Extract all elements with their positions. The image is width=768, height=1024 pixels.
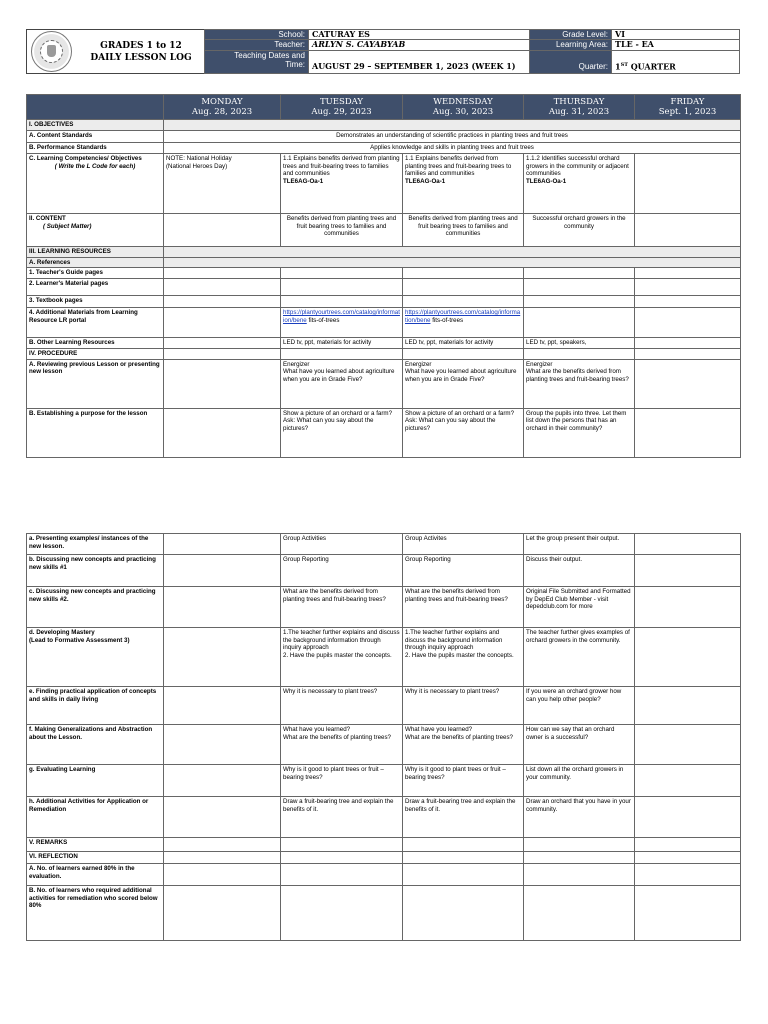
remarks-monday [164, 838, 281, 852]
review-wednesday: Energizer What have you learned about agriculture when you are in Grade Five? [403, 359, 524, 408]
examples-monday [164, 534, 281, 555]
additional-monday [164, 308, 281, 338]
day-name: MONDAY [201, 97, 243, 107]
practical-tuesday: Why it is necessary to plant trees? [281, 687, 403, 725]
tg-monday [164, 268, 281, 279]
l80-tuesday [281, 864, 403, 886]
tb-friday [635, 296, 741, 308]
day-name: TUESDAY [319, 97, 364, 107]
lm-wednesday [403, 279, 524, 296]
gen-tuesday: What have you learned? What are the benefits of planting trees? [281, 725, 403, 765]
materials-link[interactable]: https://plantyourtrees.com/catalog/information/bene [283, 309, 400, 324]
review-monday [164, 359, 281, 408]
learners-80-label: A. No. of learners earned 80% in the evaluation. [27, 864, 164, 886]
purpose-wednesday: Show a picture of an orchard or a farm? Ask: What can you say about the pictures? [403, 408, 524, 457]
discuss2-tuesday: What are the benefits derived from planting trees and fruit-bearing trees? [281, 587, 403, 628]
competency-text: 1.1 Explains benefits derived from planting trees and fruit-bearing trees to families and communities [283, 155, 400, 178]
mastery-friday [635, 628, 741, 687]
lrem-monday [164, 886, 281, 941]
eval-friday [635, 765, 741, 797]
examples-wednesday: Group Activites [403, 534, 524, 555]
competencies-tuesday [281, 154, 403, 214]
competencies-label [27, 154, 164, 214]
mastery-label-text: d. Developing Mastery [29, 629, 95, 636]
tg-pages-label: 1. Teacher's Guide pages [27, 268, 164, 279]
additional-materials-row [27, 308, 741, 338]
purpose-label: B. Establishing a purpose for the lesson [27, 408, 164, 457]
mastery-row [27, 628, 741, 687]
eval-tuesday: Why is it good to plant trees or fruit –bearing trees? [281, 765, 403, 797]
mastery-label [27, 628, 164, 687]
reflection-label: VI. REFLECTION [27, 852, 164, 864]
examples-row [27, 534, 741, 555]
reflection-wednesday [403, 852, 524, 864]
other-resources-row [27, 338, 741, 349]
day-date: Aug. 28, 2023 [191, 107, 253, 117]
competencies-monday [164, 154, 281, 214]
quarter-suffix: ST [620, 62, 628, 68]
l80-thursday [524, 864, 635, 886]
lm-tuesday [281, 279, 403, 296]
title-line-2: DAILY LESSON LOG [90, 53, 192, 63]
addact-wednesday: Draw a fruit-bearing tree and explain the benefits of it. [403, 797, 524, 838]
competencies-note: ( Write the L Code for each) [54, 162, 136, 170]
purpose-thursday: Group the pupils into three. Let them list down the persons that has an orchard in their community? [524, 408, 635, 457]
dates-label-line-1: Teaching Dates and [234, 51, 305, 60]
reflection-monday [164, 852, 281, 864]
purpose-tuesday: Show a picture of an orchard or a farm? Ask: What can you say about the pictures? [281, 408, 403, 457]
remarks-friday [635, 838, 741, 852]
lm-monday [164, 279, 281, 296]
additional-activities-row [27, 797, 741, 838]
resources-blank [164, 247, 741, 258]
practical-wednesday: Why it is necessary to plant trees? [403, 687, 524, 725]
other-friday [635, 338, 741, 349]
discuss2-monday [164, 587, 281, 628]
learners-remediation-label: B. No. of learners who required additional activities for remediation who scored below 80% [27, 886, 164, 941]
l80-friday [635, 864, 741, 886]
link-suffix: fits-of-trees [430, 316, 464, 324]
performance-standards-label: B. Performance Standards [27, 143, 164, 154]
lrem-wednesday [403, 886, 524, 941]
discuss2-label: c. Discussing new concepts and practicing new skills #2. [27, 587, 164, 628]
mastery-tuesday: 1.The teacher further explains and discuss the background information through inquiry approach 2. Have the pupils master the concepts. [281, 628, 403, 687]
review-thursday: Energizer What are the benefits derived from planting trees and fruit-bearing trees? [524, 359, 635, 408]
practical-friday [635, 687, 741, 725]
practical-row [27, 687, 741, 725]
quarter-word: QUARTER [627, 61, 676, 72]
title-line-1: GRADES 1 to 12 [100, 41, 182, 51]
quarter-value [611, 50, 740, 74]
addact-monday [164, 797, 281, 838]
generalizations-label: f. Making Generalizations and Abstraction about the Lesson. [27, 725, 164, 765]
learners-remediation-row [27, 886, 741, 941]
remarks-tuesday [281, 838, 403, 852]
teacher-value: ARLYN S. CAYABYAB [308, 39, 530, 51]
discuss1-wednesday: Group Reporting [403, 555, 524, 587]
lrem-friday [635, 886, 741, 941]
subject-matter-note: ( Subject Matter) [43, 222, 92, 230]
discuss1-tuesday: Group Reporting [281, 555, 403, 587]
procedure-wednesday [403, 349, 524, 360]
grade-value: VI [611, 29, 740, 40]
lrem-tuesday [281, 886, 403, 941]
tg-thursday [524, 268, 635, 279]
content-label [27, 214, 164, 247]
references-row [27, 257, 741, 268]
mastery-monday [164, 628, 281, 687]
holiday-name: (National Heroes Day) [166, 162, 228, 170]
content-label-text: II. CONTENT [29, 215, 66, 222]
day-friday [635, 95, 741, 120]
eval-thursday: List down all the orchard growers in your community. [524, 765, 635, 797]
eval-wednesday: Why is it good to plant trees or fruit –bearing trees? [403, 765, 524, 797]
procedure-tuesday [281, 349, 403, 360]
l80-monday [164, 864, 281, 886]
day-thursday [524, 95, 635, 120]
lm-friday [635, 279, 741, 296]
competencies-friday [635, 154, 741, 214]
mastery-thursday: The teacher further gives examples of orchard growers in the community. [524, 628, 635, 687]
lm-pages-label: 2. Learner's Material pages [27, 279, 164, 296]
content-thursday: Successful orchard growers in the community [524, 214, 635, 247]
remarks-thursday [524, 838, 635, 852]
references-blank [164, 257, 741, 268]
day-wednesday [403, 95, 524, 120]
discuss1-monday [164, 555, 281, 587]
competency-text: 1.1.2 Identifies successful orchard growers in the community or adjacent communities [526, 155, 629, 178]
examples-thursday: Let the group present their output. [524, 534, 635, 555]
content-monday [164, 214, 281, 247]
gen-thursday: How can we say that an orchard owner is a successful? [524, 725, 635, 765]
addact-tuesday: Draw a fruit-bearing tree and explain the benefits of it. [281, 797, 403, 838]
content-friday [635, 214, 741, 247]
references-label: A. References [27, 257, 164, 268]
day-name: WEDNESDAY [433, 97, 493, 107]
competencies-wednesday [403, 154, 524, 214]
tg-wednesday [403, 268, 524, 279]
objectives-row [27, 120, 741, 131]
practical-monday [164, 687, 281, 725]
procedure-monday [164, 349, 281, 360]
other-monday [164, 338, 281, 349]
review-label: A. Reviewing previous Lesson or presenting new lesson [27, 359, 164, 408]
area-value: TLE - EA [611, 39, 740, 51]
objectives-label: I. OBJECTIVES [27, 120, 164, 131]
quarter-number: 1 [615, 61, 621, 72]
school-label: School: [204, 29, 309, 40]
competency-code: TLE6AG-Oa-1 [526, 177, 567, 185]
holiday-note: NOTE: National Holiday [166, 155, 232, 162]
tb-pages-label: 3. Textbook pages [27, 296, 164, 308]
evaluating-row [27, 765, 741, 797]
day-monday [164, 95, 281, 120]
competency-code: TLE6AG-Oa-1 [283, 177, 324, 185]
performance-standards-row [27, 143, 741, 154]
review-friday [635, 359, 741, 408]
additional-tuesday [281, 308, 403, 338]
content-standards-row [27, 131, 741, 143]
discuss2-friday [635, 587, 741, 628]
review-tuesday: Energizer What have you learned about agriculture when you are in Grade Five? [281, 359, 403, 408]
generalizations-row [27, 725, 741, 765]
discuss2-thursday: Original File Submitted and Formatted by DepEd Club Member - visit depedclub.com for more [524, 587, 635, 628]
remarks-wednesday [403, 838, 524, 852]
lrem-thursday [524, 886, 635, 941]
remarks-label: V. REMARKS [27, 838, 164, 852]
discuss1-thursday: Discuss their output. [524, 555, 635, 587]
tb-pages-row [27, 296, 741, 308]
teacher-label: Teacher: [204, 39, 309, 51]
competencies-thursday [524, 154, 635, 214]
log-title [81, 40, 201, 64]
purpose-monday [164, 408, 281, 457]
day-date: Sept. 1, 2023 [658, 107, 717, 117]
materials-link[interactable]: https://plantyourtrees.com/catalog/information/bene [405, 309, 521, 324]
practical-label: e. Finding practical application of concepts and skills in daily living [27, 687, 164, 725]
discuss2-row [27, 587, 741, 628]
learners-80-row [27, 864, 741, 886]
competencies-row [27, 154, 741, 214]
procedure-row [27, 349, 741, 360]
day-tuesday [281, 95, 403, 120]
day-date: Aug. 30, 2023 [432, 107, 494, 117]
additional-activities-label: h. Additional Activities for Application or Remediation [27, 797, 164, 838]
content-standards-label: A. Content Standards [27, 131, 164, 143]
lm-pages-row [27, 279, 741, 296]
reflection-thursday [524, 852, 635, 864]
reflection-tuesday [281, 852, 403, 864]
dates-label-line-2: Time: [285, 60, 305, 69]
procedure-label: IV. PROCEDURE [27, 349, 164, 360]
additional-materials-label: 4. Additional Materials from Learning Resource LR portal [27, 308, 164, 338]
additional-thursday [524, 308, 635, 338]
area-label: Learning Area: [529, 39, 612, 51]
other-thursday: LED tv, ppt, speakers, [524, 338, 635, 349]
competency-text: 1.1 Explains benefits derived from planting trees and fruit-bearing trees to families and communities [405, 155, 512, 178]
gen-monday [164, 725, 281, 765]
day-name: FRIDAY [670, 97, 705, 107]
gen-wednesday: What have you learned? What are the benefits of planting trees? [403, 725, 524, 765]
day-name: THURSDAY [553, 97, 605, 107]
day-date: Aug. 29, 2023 [311, 107, 372, 117]
content-wednesday: Benefits derived from planting trees and fruit bearing trees to families and communities [403, 214, 524, 247]
tg-tuesday [281, 268, 403, 279]
reflection-row [27, 852, 741, 864]
purpose-row [27, 408, 741, 457]
procedure-thursday [524, 349, 635, 360]
l80-wednesday [403, 864, 524, 886]
other-tuesday: LED tv, ppt, materials for activity [281, 338, 403, 349]
practical-thursday: If you were an orchard grower how can you help other people? [524, 687, 635, 725]
discuss1-label: b. Discussing new concepts and practicing new skills #1 [27, 555, 164, 587]
lm-thursday [524, 279, 635, 296]
mastery-note: (Lead to Formative Assessment 3) [29, 636, 130, 644]
deped-seal-icon [31, 31, 72, 72]
content-tuesday: Benefits derived from planting trees and fruit bearing trees to families and communities [281, 214, 403, 247]
addact-thursday: Draw an orchard that you have in your community. [524, 797, 635, 838]
discuss2-wednesday: What are the benefits derived from planting trees and fruit-bearing trees? [403, 587, 524, 628]
resources-row [27, 247, 741, 258]
tb-tuesday [281, 296, 403, 308]
tb-wednesday [403, 296, 524, 308]
other-wednesday: LED tv, ppt, materials for activity [403, 338, 524, 349]
purpose-friday [635, 408, 741, 457]
performance-standards-value: Applies knowledge and skills in planting trees and fruit trees [164, 143, 741, 154]
tg-friday [635, 268, 741, 279]
dates-value: AUGUST 29 – SEPTEMBER 1, 2023 (WEEK 1) [308, 50, 530, 74]
tg-pages-row [27, 268, 741, 279]
eval-monday [164, 765, 281, 797]
other-resources-label: B. Other Learning Resources [27, 338, 164, 349]
addact-friday [635, 797, 741, 838]
discuss1-friday [635, 555, 741, 587]
competency-code: TLE6AG-Oa-1 [405, 177, 446, 185]
school-value: CATURAY ES [308, 29, 530, 40]
examples-tuesday: Group Activities [281, 534, 403, 555]
lesson-log-table-page-1 [26, 94, 741, 458]
reflection-friday [635, 852, 741, 864]
discuss1-row [27, 555, 741, 587]
resources-label: III. LEARNING RESOURCES [27, 247, 164, 258]
additional-wednesday [403, 308, 524, 338]
tb-monday [164, 296, 281, 308]
corner-cell [27, 95, 164, 120]
tb-thursday [524, 296, 635, 308]
review-row [27, 359, 741, 408]
mastery-wednesday: 1.The teacher further explains and discuss the background information through inquiry approach 2. Have the pupils master the concepts. [403, 628, 524, 687]
content-row [27, 214, 741, 247]
content-standards-value: Demonstrates an understanding of scientific practices in planting trees and fruit trees [164, 131, 741, 143]
examples-label: a. Presenting examples/ instances of the new lesson. [27, 534, 164, 555]
day-header-row [27, 95, 741, 120]
grade-label: Grade Level: [529, 29, 612, 40]
quarter-label: Quarter: [529, 50, 612, 74]
examples-friday [635, 534, 741, 555]
dates-label [204, 50, 309, 74]
additional-friday [635, 308, 741, 338]
evaluating-label: g. Evaluating Learning [27, 765, 164, 797]
objectives-blank [164, 120, 741, 131]
remarks-row [27, 838, 741, 852]
lesson-log-table-page-2 [26, 533, 741, 941]
day-date: Aug. 31, 2023 [548, 107, 610, 117]
competencies-label-text: C. Learning Competencies/ Objectives [29, 155, 142, 162]
procedure-friday [635, 349, 741, 360]
link-suffix: fits-of-trees [306, 316, 340, 324]
gen-friday [635, 725, 741, 765]
